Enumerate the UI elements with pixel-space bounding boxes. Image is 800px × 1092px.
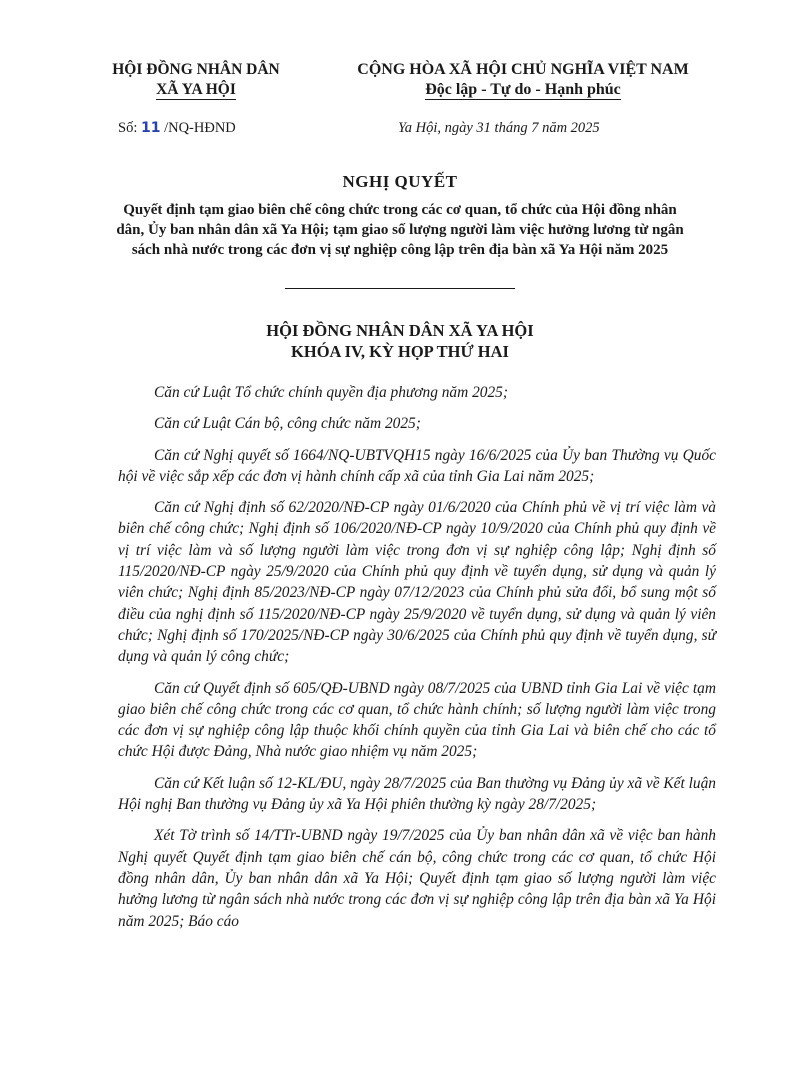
- document-title: NGHỊ QUYẾT: [342, 172, 458, 191]
- country-name: CỘNG HÒA XÃ HỘI CHỦ NGHĨA VIỆT NAM: [357, 61, 689, 78]
- document-body: [118, 382, 716, 942]
- paragraph: Căn cứ Kết luận số 12-KL/ĐU, ngày 28/7/2025 của Ban thường vụ Đảng ủy xã về Kết luận Hội nghị Ban thường vụ Đảng ủy xã Ya Hội phiên thường kỳ ngày 28/7/2025;: [118, 774, 716, 814]
- document-date: Ya Hội, ngày 31 tháng 7 năm 2025: [398, 120, 600, 136]
- council-name: HỘI ĐỒNG NHÂN DÂN XÃ YA HỘI: [266, 321, 534, 340]
- document-number-value: 11: [140, 120, 161, 136]
- document-number: [118, 120, 236, 137]
- issuing-body-name: HỘI ĐỒNG NHÂN DÂN: [112, 61, 280, 78]
- national-motto: [318, 60, 728, 100]
- issuing-body: [96, 60, 296, 100]
- document-subtitle: Quyết định tạm giao biên chế công chức trong các cơ quan, tổ chức của Hội đồng nhân dân, Ủy ban nhân dân xã Ya Hội; tạm giao số lượng người làm việc hưởng lương từ ngân sách nhà nước trong các đơn vị sự nghiệp công lập trên địa bàn xã Ya Hội năm 2025: [116, 202, 684, 258]
- document-number-suffix: /NQ-HĐND: [164, 120, 236, 136]
- council-session: KHÓA IV, KỲ HỌP THỨ HAI: [291, 342, 509, 361]
- document-number-label: Số:: [118, 120, 138, 136]
- paragraph: Căn cứ Nghị quyết số 1664/NQ-UBTVQH15 ngày 16/6/2025 của Ủy ban Thường vụ Quốc hội về việc sắp xếp các đơn vị hành chính cấp xã của tỉnh Gia Lai năm 2025;: [118, 446, 716, 485]
- paragraph: Xét Tờ trình số 14/TTr-UBND ngày 19/7/2025 của Ủy ban nhân dân xã về việc ban hành Nghị quyết Quyết định tạm giao biên chế cán bộ, công chức trong các cơ quan, tổ chức Hội đồng nhân dân, Ủy ban nhân dân xã Ya Hội; Quyết định tạm giao số lượng người làm việc hưởng lương từ ngân sách nhà nước trong các đơn vị sự nghiệp công lập trên địa bàn xã Ya Hội năm 2025; Báo cáo: [118, 827, 716, 930]
- issuing-body-commune: XÃ YA HỘI: [156, 81, 236, 98]
- subtitle-divider: [285, 288, 515, 289]
- paragraph: Căn cứ Quyết định số 605/QĐ-UBND ngày 08/7/2025 của UBND tỉnh Gia Lai về việc tạm giao biên chế công chức trong các cơ quan, tổ chức hành chính; số lượng người làm việc trong các đơn vị sự nghiệp công lập thuộc khối chính quyền của tỉnh Gia Lai và biên chế cho các tổ chức Hội được Đảng, Nhà nước giao nhiệm vụ năm 2025;: [118, 679, 716, 761]
- paragraph: Căn cứ Luật Tổ chức chính quyền địa phương năm 2025;: [154, 384, 508, 401]
- motto-line: Độc lập - Tự do - Hạnh phúc: [425, 81, 621, 98]
- paragraph: Căn cứ Luật Cán bộ, công chức năm 2025;: [154, 415, 421, 433]
- paragraph: Căn cứ Nghị định số 62/2020/NĐ-CP ngày 01/6/2020 của Chính phủ về vị trí việc làm và biên chế công chức; Nghị định số 106/2020/NĐ-CP ngày 10/9/2020 của Chính phủ quy định về vị trí việc làm và số lượng người làm việc trong đơn vị sự nghiệp công lập; Nghị định số 115/2020/NĐ-CP ngày 25/9/2020 của Chính phủ quy định về tuyển dụng, sử dụng và quản lý viên chức; Nghị định 85/2023/NĐ-CP ngày 07/12/2023 của Chính phủ sửa đổi, bổ sung một số điều của nghị định số 115/2020/NĐ-CP ngày 25/9/2020 về tuyển dụng, sử dụng và quản lý viên chức; Nghị định số 170/2025/NĐ-CP ngày 30/6/2025 của Chính phủ quy định về tuyển dụng, sử dụng và quản lý công chức;: [118, 499, 716, 666]
- council-heading: [0, 320, 800, 362]
